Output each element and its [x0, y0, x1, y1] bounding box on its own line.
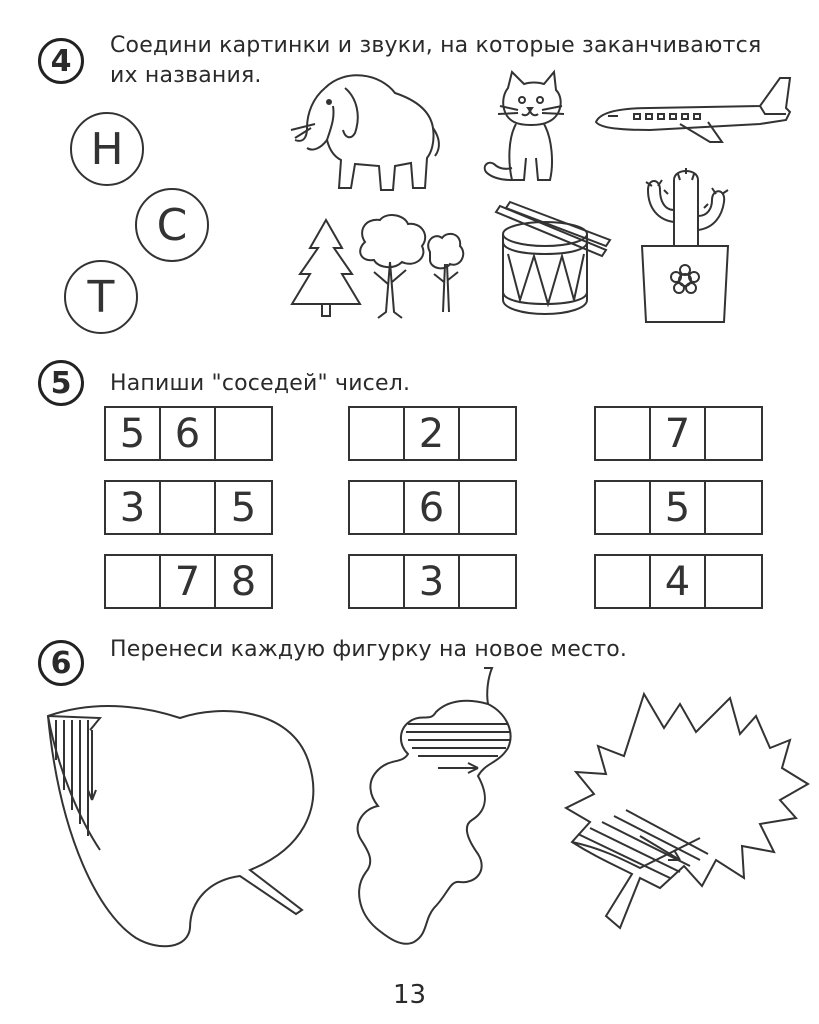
number-neighbors-row	[104, 554, 273, 609]
task-6-text: Перенеси каждую фигурку на новое место.	[110, 637, 628, 662]
number-neighbors-row	[348, 406, 517, 461]
number-cell[interactable]	[460, 482, 515, 533]
number-cell[interactable]: 3	[106, 482, 161, 533]
task-number-4: 4	[38, 38, 84, 84]
task-4-text-line1: Соедини картинки и звуки, на которые заканчиваются	[110, 33, 762, 58]
letter-circle-s: С	[135, 188, 209, 262]
airplane-picture	[590, 72, 795, 147]
number-cell[interactable]	[596, 482, 651, 533]
number-cell[interactable]	[161, 482, 216, 533]
number-cell[interactable]	[460, 556, 515, 607]
forest-picture	[290, 212, 470, 322]
number-neighbors-row	[104, 480, 273, 535]
letter-circle-n: Н	[70, 112, 144, 186]
number-cell[interactable]: 6	[405, 482, 460, 533]
number-neighbors-row	[594, 480, 763, 535]
number-neighbors-row	[348, 554, 517, 609]
number-neighbors-row	[104, 406, 273, 461]
number-cell[interactable]: 7	[161, 556, 216, 607]
number-cell[interactable]	[706, 408, 761, 459]
number-cell[interactable]: 8	[230, 558, 257, 605]
number-cell[interactable]: 2	[405, 408, 460, 459]
number-cell[interactable]: 7	[651, 408, 706, 459]
number-cell[interactable]: 3	[405, 556, 460, 607]
number-neighbors-row	[348, 480, 517, 535]
number-cell[interactable]	[350, 482, 405, 533]
number-cell[interactable]: 4	[651, 556, 706, 607]
task-4-text-line2: их названия.	[110, 63, 262, 88]
number-cell[interactable]	[460, 408, 515, 459]
number-cell[interactable]	[216, 408, 271, 459]
number-cell[interactable]	[596, 408, 651, 459]
number-cell[interactable]	[706, 482, 761, 533]
number-neighbors-row	[594, 406, 763, 461]
elephant-picture	[285, 68, 445, 198]
number-cell[interactable]	[706, 556, 761, 607]
page-number: 13	[392, 980, 427, 1010]
number-cell[interactable]: 5	[651, 482, 706, 533]
oak-leaf-figure	[338, 658, 528, 962]
number-cell[interactable]	[350, 408, 405, 459]
number-cell[interactable]	[596, 556, 651, 607]
number-cell[interactable]: 5	[230, 484, 257, 531]
maple-leaf-figure	[560, 688, 815, 952]
number-cell[interactable]: 6	[161, 408, 216, 459]
cactus-picture	[628, 150, 738, 325]
task-5-text: Напиши "соседей" чисел.	[110, 371, 411, 396]
cat-picture	[478, 68, 578, 193]
letter-circle-t: Т	[64, 260, 138, 334]
number-cell[interactable]: 5	[106, 408, 161, 459]
heart-leaf-figure	[40, 700, 315, 954]
drum-picture	[490, 200, 615, 325]
number-cell[interactable]	[350, 556, 405, 607]
number-cell[interactable]	[106, 556, 161, 607]
number-neighbors-row	[594, 554, 763, 609]
task-number-5: 5	[38, 360, 84, 406]
task-number-6: 6	[38, 640, 84, 686]
